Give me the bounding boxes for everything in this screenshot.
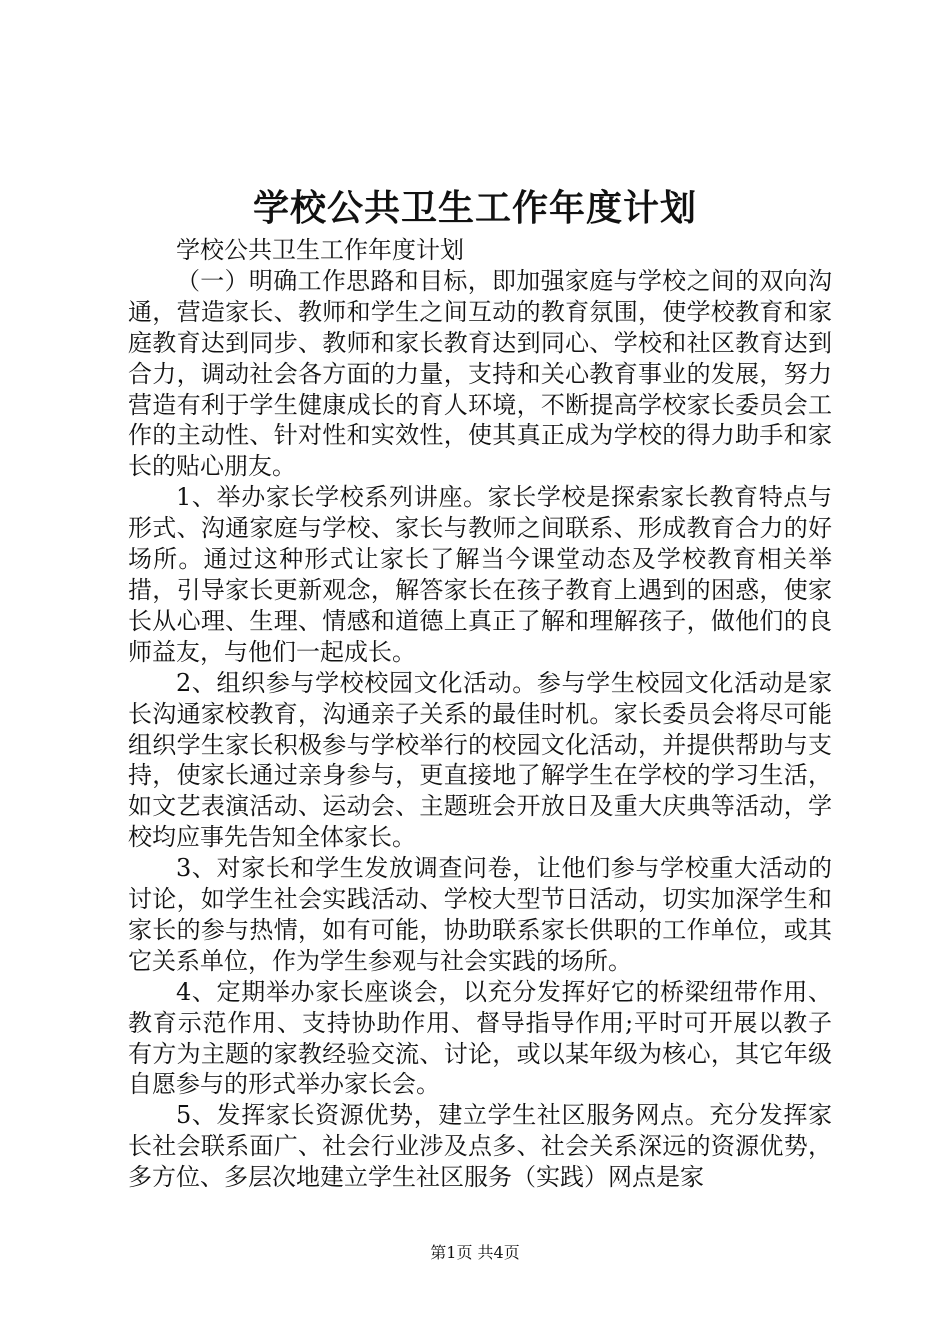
paragraph-6: 5、发挥家长资源优势，建立学生社区服务网点。充分发挥家长社会联系面广、社会行业涉及点多、社会关系深远的资源优势，多方位、多层次地建立学生社区服务（实践）网点是家: [128, 1101, 832, 1192]
paragraph-5: 4、定期举办家长座谈会，以充分发挥好它的桥梁纽带作用、教育示范作用、支持协助作用、督导指导作用;平时可开展以教子有方为主题的家教经验交流、讨论，或以某年级为核心，其它年级自愿参与的形式举办家长会。: [128, 977, 832, 1099]
document-title: 学校公共卫生工作年度计划: [252, 187, 697, 229]
paragraph-4: 3、对家长和学生发放调查问卷，让他们参与学校重大活动的讨论，如学生社会实践活动、学校大型节日活动，切实加深学生和家长的参与热情，如有可能，协助联系家长供职的工作单位，或其它关系单位，作为学生参观与社会实践的场所。: [128, 854, 832, 975]
paragraph-2: 1、举办家长学校系列讲座。家长学校是探索家长教育特点与形式、沟通家庭与学校、家长与教师之间联系、形成教育合力的好场所。通过这种形式让家长了解当今课堂动态及学校教育相关举措，引导家长更新观念，解答家长在孩子教育上遇到的困惑，使家长从心理、生理、情感和道德上真正了解和理解孩子，做他们的良师益友，与他们一起成长。: [128, 483, 832, 666]
document-subtitle: 学校公共卫生工作年度计划: [176, 236, 464, 264]
document-body: [128, 235, 832, 1193]
page-number-footer: 第1页 共4页: [430, 1243, 520, 1262]
paragraph-1: （一）明确工作思路和目标，即加强家庭与学校之间的双向沟通，营造家长、教师和学生之间互动的教育氛围，使学校教育和家庭教育达到同步、教师和家长教育达到同心、学校和社区教育达到合力，调动社会各方面的力量，支持和关心教育事业的发展，努力营造有利于学生健康成长的育人环境，不断提高学校家长委员会工作的主动性、针对性和实效性，使其真正成为学校的得力助手和家长的贴心朋友。: [128, 266, 832, 481]
paragraph-3: 2、组织参与学校校园文化活动。参与学生校园文化活动是家长沟通家校教育，沟通亲子关系的最佳时机。家长委员会将尽可能组织学生家长积极参与学校举行的校园文化活动，并提供帮助与支持，使家长通过亲身参与，更直接地了解学生在学校的学习生活，如文艺表演活动、运动会、主题班会开放日及重大庆典等活动，学校均应事先告知全体家长。: [128, 668, 832, 852]
